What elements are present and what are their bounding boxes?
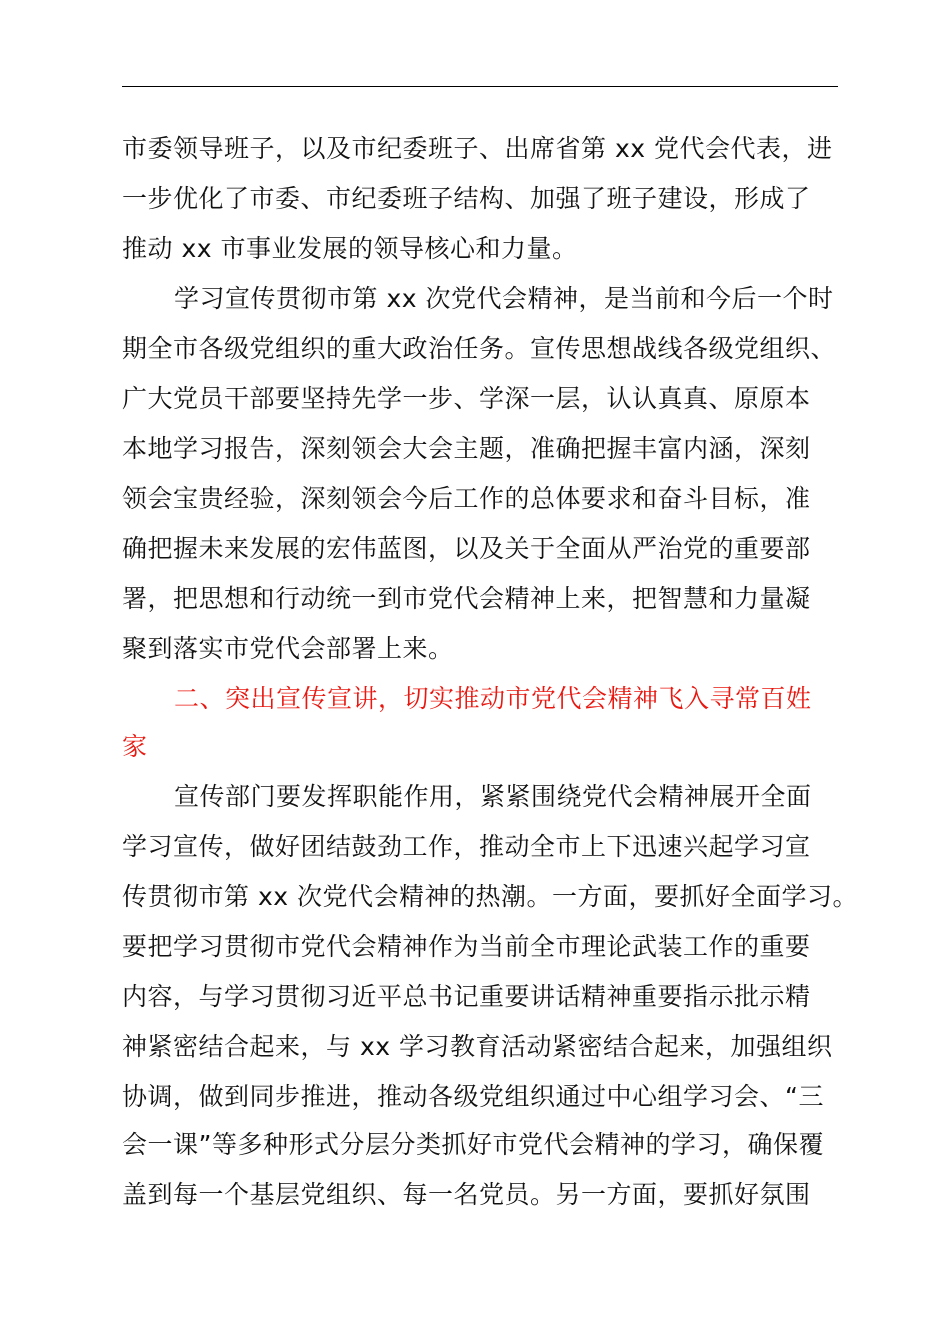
section-heading-line-2: 家 — [122, 732, 148, 761]
section-heading-line-1: 二、突出宣传宣讲，切实推动市党代会精神飞入寻常百姓 — [174, 684, 812, 713]
paragraph-3-line-8: 会一课”等多种形式分层分类抓好市党代会精神的学习，确保覆 — [122, 1130, 824, 1159]
paragraph-3-line-2: 学习宣传，做好团结鼓劲工作，推动全市上下迅速兴起学习宣 — [122, 832, 811, 861]
paragraph-2-line-5: 领会宝贵经验，深刻领会今后工作的总体要求和奋斗目标，准 — [122, 484, 811, 513]
paragraph-2-line-4: 本地学习报告，深刻领会大会主题，准确把握丰富内涵，深刻 — [122, 434, 811, 463]
paragraph-2-line-1: 学习宣传贯彻市第 xx 次党代会精神，是当前和今后一个时 — [174, 284, 834, 313]
paragraph-1-line-1: 市委领导班子，以及市纪委班子、出席省第 xx 党代会代表，进 — [122, 134, 833, 163]
paragraph-3-line-4: 要把学习贯彻市党代会精神作为当前全市理论武装工作的重要 — [122, 932, 811, 961]
paragraph-2-line-3: 广大党员干部要坚持先学一步、学深一层，认认真真、原原本 — [122, 384, 811, 413]
paragraph-3-line-7: 协调，做到同步推进，推动各级党组织通过中心组学习会、“三 — [122, 1082, 824, 1111]
paragraph-2-line-6: 确把握未来发展的宏伟蓝图，以及关于全面从严治党的重要部 — [122, 534, 811, 563]
header-rule — [122, 86, 838, 87]
paragraph-2-line-8: 聚到落实市党代会部署上来。 — [122, 634, 454, 663]
paragraph-2-line-7: 署，把思想和行动统一到市党代会精神上来，把智慧和力量凝 — [122, 584, 811, 613]
paragraph-1-line-3: 推动 xx 市事业发展的领导核心和力量。 — [122, 234, 578, 263]
paragraph-3-line-6: 神紧密结合起来，与 xx 学习教育活动紧密结合起来，加强组织 — [122, 1032, 833, 1061]
paragraph-1-line-2: 一步优化了市委、市纪委班子结构、加强了班子建设，形成了 — [122, 184, 811, 213]
paragraph-3-line-5: 内容，与学习贯彻习近平总书记重要讲话精神重要指示批示精 — [122, 982, 811, 1011]
paragraph-3-line-9: 盖到每一个基层党组织、每一名党员。另一方面，要抓好氛围 — [122, 1180, 811, 1209]
paragraph-3-line-3: 传贯彻市第 xx 次党代会精神的热潮。一方面，要抓好全面学习。 — [122, 882, 858, 911]
paragraph-3-line-1: 宣传部门要发挥职能作用，紧紧围绕党代会精神展开全面 — [174, 782, 812, 811]
paragraph-2-line-2: 期全市各级党组织的重大政治任务。宣传思想战线各级党组织、 — [122, 334, 837, 363]
